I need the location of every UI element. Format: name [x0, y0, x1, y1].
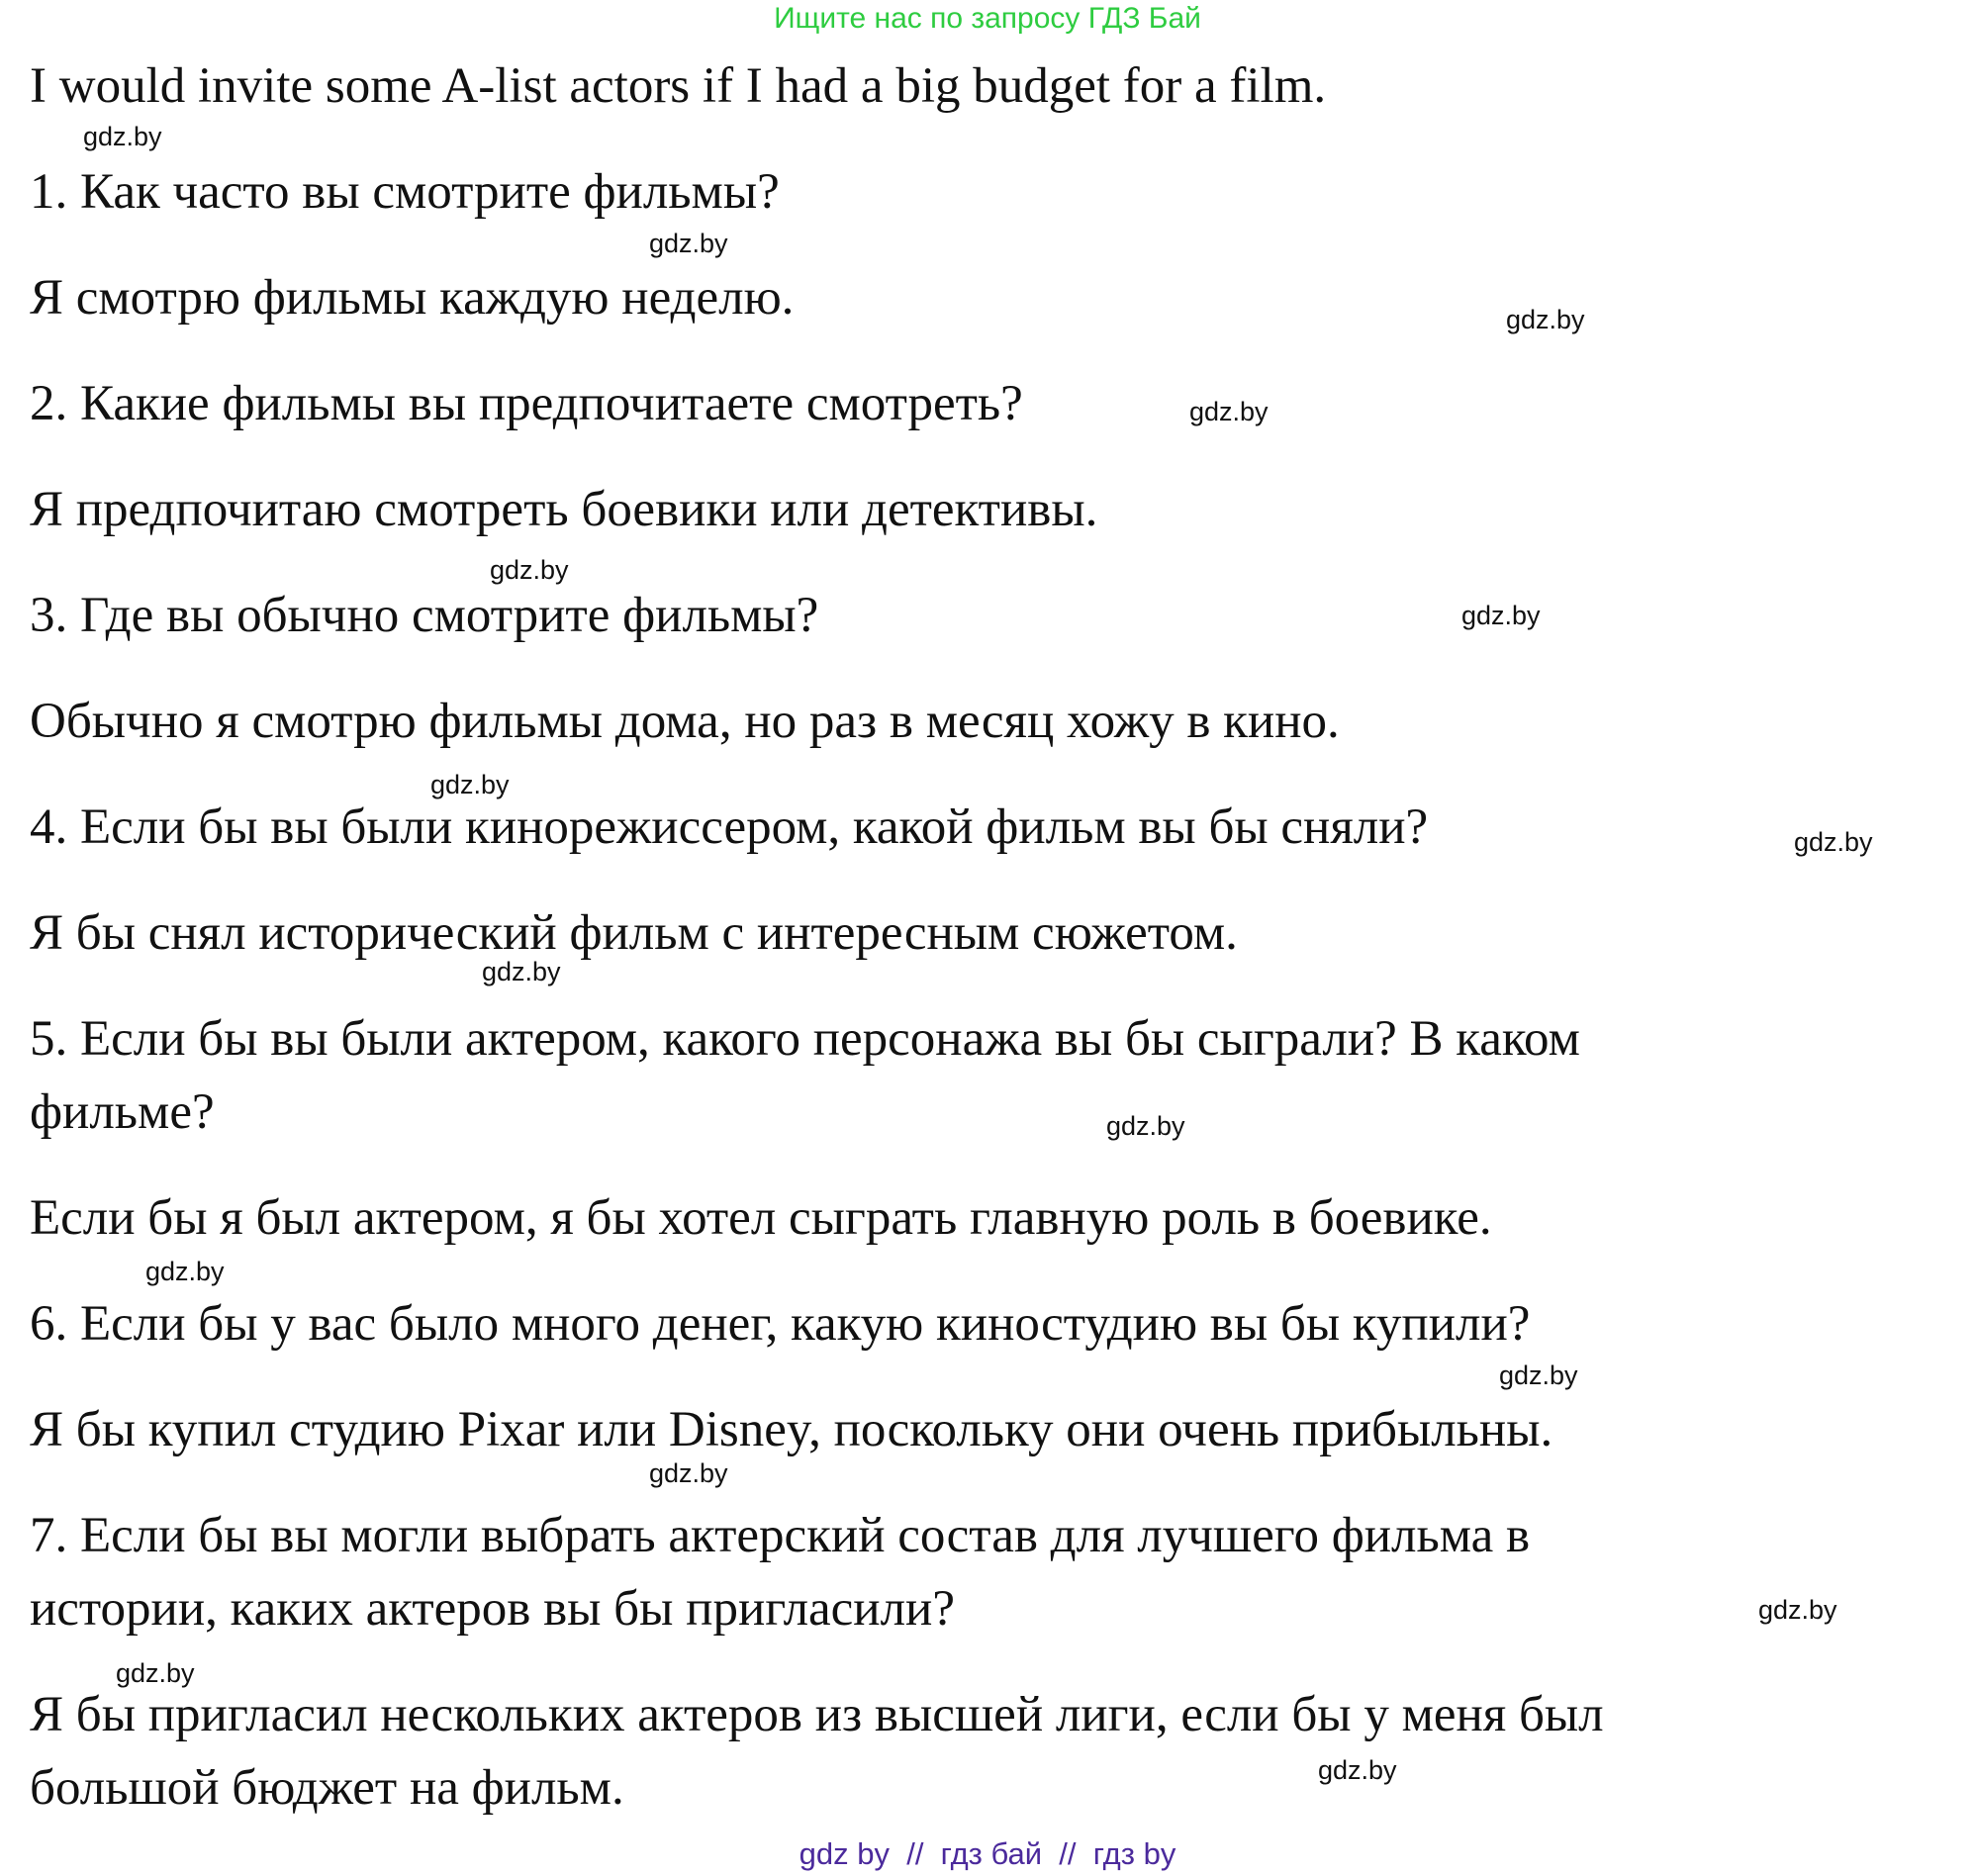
watermark: gdz.by [1189, 397, 1269, 426]
question-line: 1. Как часто вы смотрите фильмы? [30, 164, 780, 220]
answer-line: большой бюджет на фильм. [30, 1760, 624, 1816]
answer-line: Я бы купил студию Pixar или Disney, поскольку они очень прибыльны. [30, 1402, 1553, 1457]
answer-line: Если бы я был актером, я бы хотел сыграть главную роль в боевике. [30, 1190, 1492, 1246]
watermark: gdz.by [1461, 601, 1541, 630]
answer-line: Я бы снял исторический фильм с интересным сюжетом. [30, 905, 1238, 961]
question-line: 7. Если бы вы могли выбрать актерский состав для лучшего фильма в [30, 1508, 1531, 1563]
question-line: фильме? [30, 1084, 215, 1140]
watermark: gdz.by [430, 770, 510, 799]
watermark: gdz.by [145, 1257, 225, 1286]
answer-line: Я бы пригласил нескольких актеров из высшей лиги, если бы у меня был [30, 1687, 1604, 1742]
watermark: gdz.by [1758, 1595, 1837, 1625]
watermark: gdz.by [116, 1658, 195, 1688]
question-line: 6. Если бы у вас было много денег, какую киностудию вы бы купили? [30, 1296, 1531, 1352]
watermark: gdz.by [649, 229, 728, 258]
watermark: gdz.by [649, 1458, 728, 1488]
question-line: 5. Если бы вы были актером, какого персонажа вы бы сыграли? В каком [30, 1011, 1580, 1067]
watermark: gdz.by [1499, 1360, 1578, 1390]
watermark: gdz.by [83, 122, 162, 151]
answer-line: Обычно я смотрю фильмы дома, но раз в месяц хожу в кино. [30, 694, 1340, 749]
site-search-banner: Ищите нас по запросу ГДЗ Бай [774, 2, 1201, 35]
question-line: истории, каких актеров вы бы пригласили? [30, 1581, 955, 1637]
question-line: 3. Где вы обычно смотрите фильмы? [30, 588, 819, 643]
answer-line: Я смотрю фильмы каждую неделю. [30, 270, 795, 326]
watermark: gdz.by [1794, 827, 1873, 857]
watermark: gdz.by [1106, 1111, 1185, 1141]
footer-links: gdz by // гдз бай // гдз by [799, 1836, 1176, 1871]
question-line: 2. Какие фильмы вы предпочитаете смотреть? [30, 376, 1023, 431]
question-line: 4. Если бы вы были кинорежиссером, какой фильм вы бы сняли? [30, 799, 1429, 855]
answer-line: I would invite some A-list actors if I had a big budget for a film. [30, 58, 1327, 114]
watermark: gdz.by [1506, 305, 1585, 334]
answer-line: Я предпочитаю смотреть боевики или детективы. [30, 482, 1098, 537]
watermark: gdz.by [482, 957, 561, 986]
watermark: gdz.by [1318, 1755, 1397, 1785]
watermark: gdz.by [490, 555, 569, 585]
